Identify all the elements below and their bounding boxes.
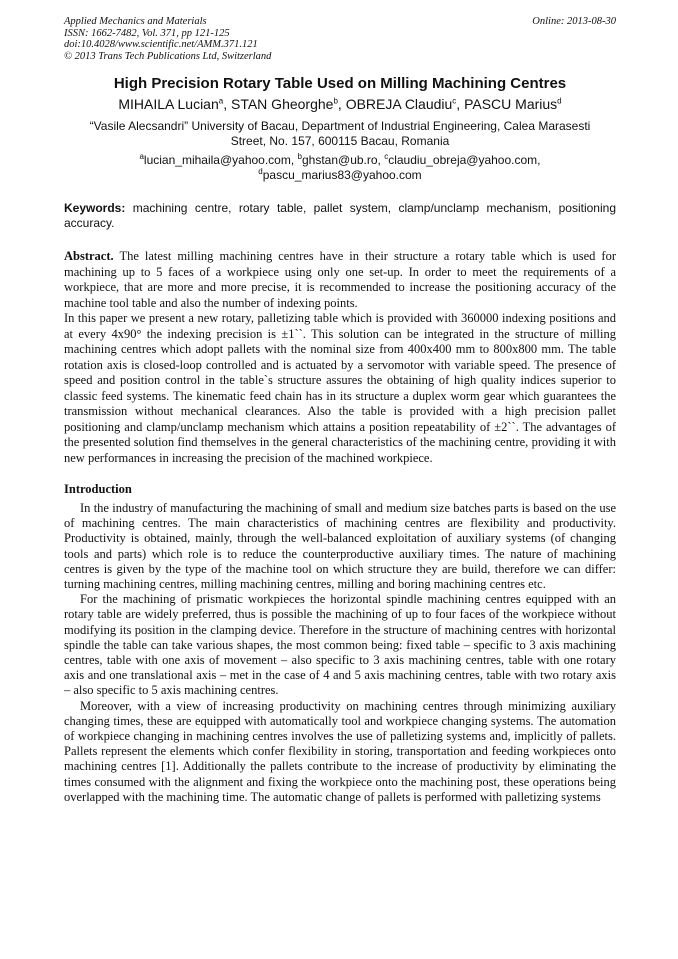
journal-issn: ISSN: 1662-7482, Vol. 371, pp 121-125	[64, 27, 230, 39]
body-paragraph: In the industry of manufacturing the machining of small and medium size batches parts is based on the use of machining centres. The main characteristics of machining centres are flexibility and productivity. Productivity is obtained, mainly, through the well-balanced exploitation of auxiliary systems (of changing tools and parts) which role is to reduce the counterproductive auxiliary times. The nature of machining centres is given by the type of the machine tool on which structure they are build, therefore we can differ: turning machining centres, milling machining centres, milling and boring machining centres etc.	[64, 501, 616, 592]
section-heading: Introduction	[64, 482, 132, 496]
author-name: STAN Gheorghe	[230, 96, 334, 112]
email-sup: c	[384, 152, 389, 161]
email-link[interactable]: lucian_mihaila@yahoo.com	[143, 153, 291, 167]
abstract	[64, 249, 616, 466]
email-link[interactable]: ghstan@ub.ro	[301, 153, 378, 167]
abstract-paragraph: Abstract. The latest milling machining centres have in their structure a rotary table which is used for machining up to 5 faces of a workpiece using only one set-up. In order to meet the requirements of a workpiece, that are more and more precise, it is recommended to increase the positioning accuracy of the machine tool table and also the number of indexing points.	[64, 249, 616, 310]
abstract-paragraph: In this paper we present a new rotary, palletizing table which is provided with 360000 indexing positions and at every 4x90° the indexing precision is ±1``. This solution can be integrated in the structure of milling machining centres which adopt pallets with the nominal size from 400x400 mm to 800x800 mm. The table rotation axis is closed-loop controlled and is actuated by a servomotor with variable speed. The presence of speed and position control in the table`s structure assures the obtaining of high quality indices superior to classic feed systems. The kinematic feed chain has in its structure a duplex worm gear which guarantees the transmission without mechanical clearances. Also the table is provided with a high precision pallet positioning and clamp/unclamp mechanism which attains a position repeatability of ±2``. The advantages of the presented solution find themselves in the general characteristics of the machining centre, providing it with new performances in increasing the precision of the machined workpiece.	[64, 311, 616, 465]
author-sup: c	[452, 96, 457, 106]
email-list: $^a$lucian_mihaila@yahoo.com, $^b$ghstan@ub.ro, $^c$claudiu_obreja@yahoo.com, $^d$pascu_marius83@yahoo.com	[139, 152, 541, 182]
author-name: OBREJA Claudiu	[345, 96, 453, 112]
affiliation-line: Street, No. 157, 600115 Bacau, Romania	[230, 134, 450, 148]
paper-title: High Precision Rotary Table Used on Milling Machining Centres	[113, 75, 567, 92]
introduction-body	[64, 501, 616, 805]
email-sup: d	[258, 167, 263, 176]
header-left	[64, 16, 271, 62]
email-link[interactable]: claudiu_obreja@yahoo.com	[388, 153, 538, 167]
affiliation	[64, 119, 616, 149]
body-paragraph: For the machining of prismatic workpieces the horizontal spindle machining centres equipped with an rotary table are widely preferred, thus is possible the machining of up to four faces of the workpiece without modifying its position in the clamping device. Therefore in the structure of machining centres with horizontal spindle the table can take various shapes, the most common being: fixed table – specific to 3 axis machining centres, table with one axis of movement – also specific to 3 axis machining centres, table with one rotary axis and one translational axis – met in the case of 4 and 5 axis machining centres, table with two rotary axis – also specific to 5 axis machining centres.	[64, 592, 616, 698]
email-sup: a	[139, 152, 144, 161]
keywords-text: machining centre, rotary table, pallet system, clamp/unclamp mechanism, positioning accuracy.	[64, 201, 616, 230]
journal-copyright: © 2013 Trans Tech Publications Ltd, Switzerland	[64, 50, 272, 62]
author-list: MIHAILA Lucian$^a$, STAN Gheorghe$^b$, OBREJA Claudiu$^c$, PASCU Marius$^d$	[118, 96, 562, 112]
affiliation-line: “Vasile Alecsandri” University of Bacau, Department of Industrial Engineering, Calea Marasesti	[89, 119, 591, 133]
email-link[interactable]: pascu_marius83@yahoo.com	[262, 168, 422, 182]
author-name: PASCU Marius	[464, 96, 558, 112]
online-date: Online: 2013-08-30	[532, 16, 616, 27]
author-sup: d	[557, 96, 562, 106]
abstract-label: Abstract.	[64, 249, 114, 263]
paper-page	[64, 16, 616, 805]
journal-header	[64, 16, 616, 62]
author-name: MIHAILA Lucian	[118, 96, 219, 112]
email-sup: b	[297, 152, 302, 161]
author-sup: a	[218, 96, 224, 106]
author-sup: b	[333, 96, 338, 106]
keywords-label: Keywords:	[64, 201, 126, 215]
body-paragraph: Moreover, with a view of increasing productivity on machining centres through minimizing auxiliary changing times, these are equipped with automatically tool and workpiece changing systems. The automation of workpiece changing in machining centres involves the use of palletizing systems and, implicitly of pallets. Pallets represent the elements which confer flexibility in storing, transportation and feeding workpieces onto machining centres [1]. Additionally the pallets contribute to the increase of productivity by eliminating the times consumed with the alignment and fixing the workpiece onto the machining post, these operations being overlapped with the machining time. The automatic change of pallets is performed with palletizing systems	[64, 698, 616, 804]
journal-doi: doi:10.4028/www.scientific.net/AMM.371.121	[64, 39, 258, 50]
keywords	[64, 201, 616, 231]
journal-name: Applied Mechanics and Materials	[64, 16, 207, 27]
